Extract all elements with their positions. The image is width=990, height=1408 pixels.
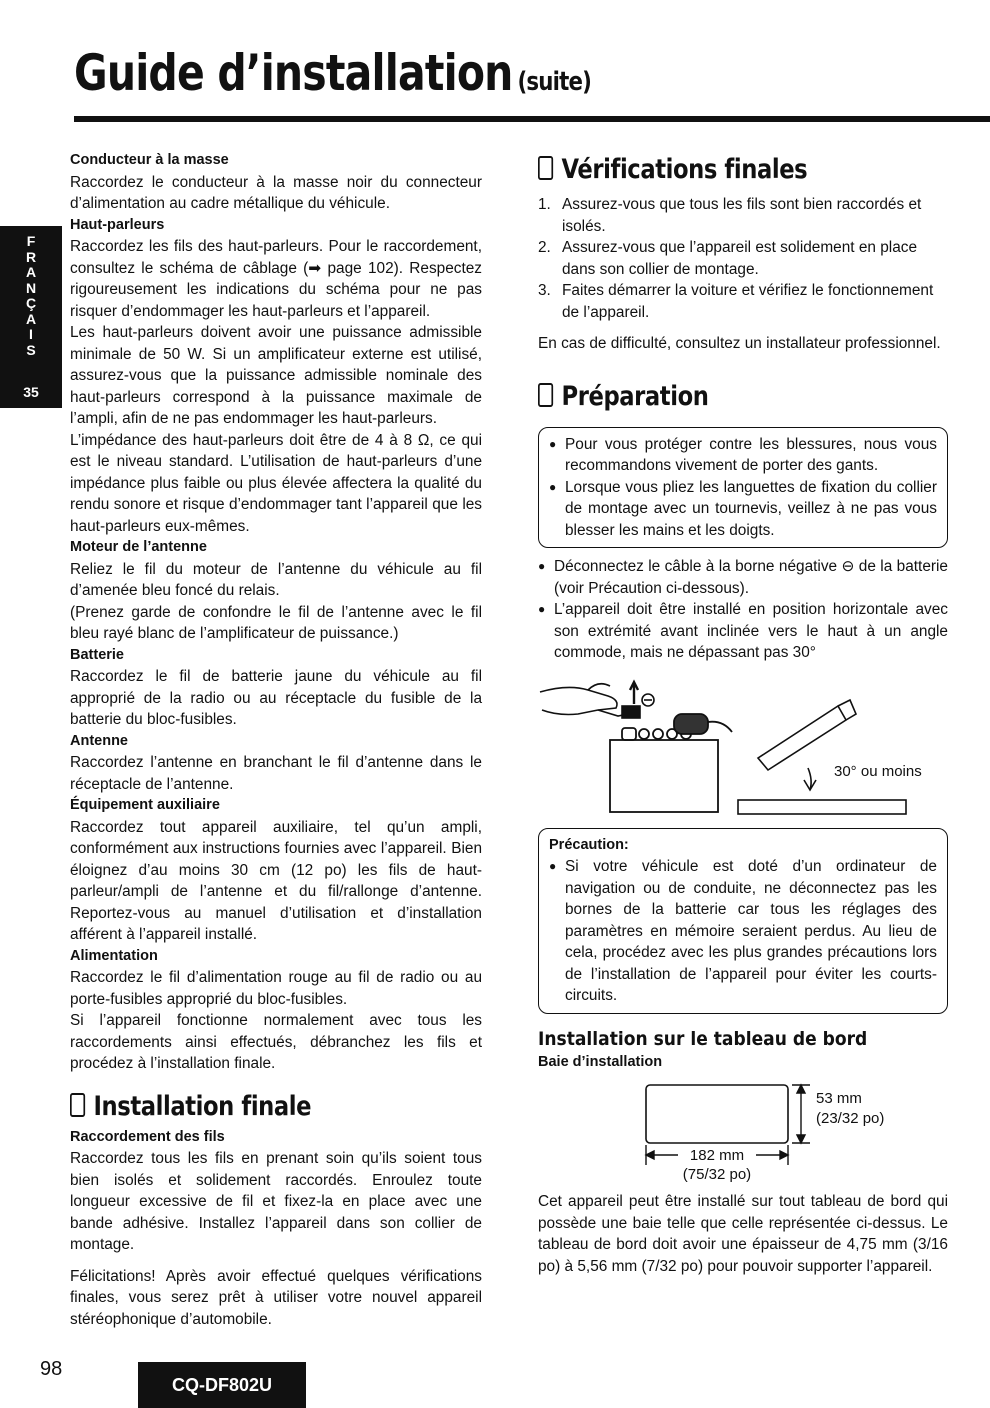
language-tab-letters	[20, 234, 42, 358]
section-heading-preparation	[538, 377, 882, 417]
list-item	[538, 237, 948, 280]
angle-diagram	[738, 700, 906, 814]
paragraph: Félicitations! Après avoir effectué quelques vérifications finales, vous serez prêt à utiliser votre nouvel appareil stéréophonique d’automobile.	[70, 1267, 482, 1328]
subheading-antenna-motor: Moteur de l’antenne	[70, 539, 207, 555]
page-number: 98	[40, 1358, 63, 1380]
paragraph: Cet appareil peut être installé sur tout tableau de bord qui possède une baie telle que celle représentée ci-dessus. Le tableau de bord doit avoir une épaisseur de 4,75 mm (3/16 po) à 5,56 mm (7/32 po) pour pouvoir supporter l’appareil.	[538, 1193, 948, 1275]
paragraph: Raccordez tout appareil auxiliaire, tel qu’un ampli, conformément aux instructions fournies avec l’appareil. Bien éloignez d’au moins 30 cm (12 po) les fils de haut-parleur/ampli de l’antenne et du fil/rallonge d’antenne. Reportez-vous au manuel d’utilisation et d’installation afférent à l’appareil installé.	[70, 818, 482, 943]
title-suffix: (suite)	[517, 67, 592, 97]
subheading-antenna: Antenne	[70, 732, 128, 749]
width-inch-label: (75/32 po)	[682, 1166, 752, 1183]
checkbox-square-icon	[538, 156, 553, 180]
item-number: 3.	[538, 282, 551, 299]
item-number: 2.	[538, 239, 551, 256]
paragraph: Raccordez le fil de batterie jaune du véhicule au fil approprié de la radio ou au réceptacle du fusible de la batterie du bloc-fusibles.	[70, 668, 482, 728]
width-mm-label: 182 mm	[689, 1147, 745, 1164]
list-item	[538, 599, 948, 664]
list-item	[538, 194, 948, 237]
tab-letter: I	[29, 326, 33, 342]
precaution-box	[538, 828, 948, 1014]
list-item	[538, 280, 948, 323]
paragraph: Raccordez l’antenne en branchant le fil d’antenne dans le réceptacle de l’antenne.	[70, 754, 482, 793]
paragraph: (Prenez garde de confondre le fil de l’antenne avec le fil bleu rayé blanc de l’amplificateur de puissance.)	[70, 603, 482, 642]
height-inch-label: (23/32 po)	[816, 1110, 885, 1127]
paragraph: Raccordez le fil d’alimentation rouge au fil de radio ou au porte-fusibles approprié du bloc-fusibles.	[70, 969, 482, 1008]
paragraph: Reliez le fil du moteur de l’antenne du véhicule au fil d’amenée bleu foncé du relais.	[70, 560, 482, 599]
height-mm-label: 53 mm	[816, 1090, 862, 1107]
list-item	[549, 477, 937, 542]
battery-icon	[610, 714, 732, 812]
bullet-icon: ●	[538, 559, 546, 573]
paragraph: Raccordez les fils des haut-parleurs. Pour le raccordement, consultez le schéma de câblage (➡ page 102). Respectez rigoureusement les indications du schéma pour ne pas risquer d’endommager les haut-parleurs et l’appareil.	[70, 238, 482, 320]
preparation-list	[538, 556, 948, 664]
item-text: Pour vous protéger contre les blessures, nous vous recommandons vivement de porter des gants.	[565, 435, 937, 474]
battery-angle-illustration	[538, 670, 958, 820]
bullet-icon: ●	[538, 602, 546, 616]
model-badge: CQ-DF802U	[138, 1362, 306, 1408]
tab-letter: R	[25, 248, 37, 265]
item-number: 1.	[538, 196, 551, 213]
list-item	[549, 434, 937, 477]
list-item	[549, 856, 937, 1007]
section-heading-dashboard: Installation sur le tableau de bord	[538, 1027, 868, 1050]
tab-letter: N	[25, 279, 37, 296]
bullet-icon: ●	[549, 859, 557, 873]
title-rule	[74, 116, 990, 122]
item-text: Lorsque vous pliez les languettes de fixation du collier de montage avec un tournevis, veillez à ne pas vous blesser les mains et les doigts.	[565, 478, 937, 539]
left-column	[70, 150, 482, 1330]
title-text: Guide d’installation	[74, 44, 513, 102]
item-text: L’appareil doit être installé en position horizontale avec son extrémité avant inclinée vers le haut à un angle commode, mais ne dépassant pas 30°	[554, 601, 948, 661]
paragraph: Raccordez tous les fils en prenant soin qu’ils soient tous bien isolés et solidement raccordés. Enroulez toute longueur excessive de fil et fixez-la en place avec une bande adhésive. Installez l’appareil dans son collier de montage.	[70, 1150, 482, 1253]
subheading-mounting-bay: Baie d’installation	[538, 1053, 663, 1070]
angle-label: 30° ou moins	[834, 762, 922, 780]
heading-text: Vérifications finales	[561, 154, 808, 185]
safety-notice-box	[538, 427, 948, 549]
precaution-title: Précaution:	[549, 836, 629, 853]
tab-letter: A	[25, 310, 37, 327]
subheading-speakers: Haut-parleurs	[70, 216, 165, 233]
paragraph: En cas de difficulté, consultez un installateur professionnel.	[538, 335, 941, 352]
bullet-icon: ●	[549, 479, 557, 494]
subheading-ground: Conducteur à la masse	[70, 152, 229, 168]
item-text: Assurez-vous que l’appareil est solidement en place dans son collier de montage.	[562, 239, 918, 278]
paragraph: L’impédance des haut-parleurs doit être de 4 à 8 Ω, ce qui est le niveau standard. L’utilisation de haut-parleurs d’une impédance plus faible ou plus élevée affectera la qualité du rendu sonore et risque d’endommager tant l’appareil que les haut-parleurs eux-mêmes.	[70, 431, 482, 535]
list-item	[538, 556, 948, 599]
page-title	[74, 44, 591, 102]
item-text: Déconnectez le câble à la borne négative ⊖ de la batterie (voir Précaution ci-dessous).	[554, 558, 948, 597]
item-text: Si votre véhicule est doté d’un ordinateur de navigation ou de conduite, ne déconnectez pas les bornes de la batterie car tous les réglages des paramètres en mémoire seraient perdus. Au lieu de cela, procédez avec les plus grandes précautions lors de l’installation de l’appareil pour éviter les courts-circuits.	[565, 858, 937, 1004]
paragraph: Raccordez le conducteur à la masse noir du connecteur d’alimentation au cadre métallique du véhicule.	[70, 173, 482, 212]
tab-letter: S	[26, 341, 36, 358]
negative-terminal-icon	[630, 682, 654, 706]
section-heading-final-install	[70, 1087, 416, 1127]
checkbox-square-icon	[538, 383, 553, 407]
subheading-wiring: Raccordement des fils	[70, 1128, 225, 1145]
heading-text: Installation finale	[93, 1090, 312, 1122]
heading-text: Préparation	[561, 380, 709, 412]
final-checks-list	[538, 194, 948, 323]
tab-letter: A	[25, 264, 37, 280]
tab-letter: F	[26, 233, 36, 249]
height-dimension	[792, 1085, 810, 1143]
subheading-battery: Batterie	[70, 646, 124, 663]
hand-disconnect-icon	[540, 683, 640, 717]
bullet-icon: ●	[549, 436, 557, 451]
mounting-opening-diagram	[538, 1079, 948, 1183]
subheading-auxiliary: Équipement auxiliaire	[70, 797, 220, 813]
item-text: Assurez-vous que tous les fils sont bien raccordés et isolés.	[562, 196, 922, 235]
section-number: 35	[23, 384, 39, 400]
paragraph: Si l’appareil fonctionne normalement avec tous les raccordements ainsi effectués, débranchez les fils et procédez à l’installation finale.	[70, 1012, 482, 1072]
paragraph: Les haut-parleurs doivent avoir une puissance admissible minimale de 50 W. Si un amplificateur externe est utilisé, assurez-vous que la puissance admissible nominale des haut-parleurs correspond à la puissance maximale de l’ampli, afin de ne pas endommager les haut-parleurs.	[70, 324, 482, 427]
opening-rectangle	[646, 1085, 788, 1143]
right-column	[538, 150, 948, 1277]
section-heading-final-checks	[538, 150, 882, 190]
item-text: Faites démarrer la voiture et vérifiez le fonctionnement de l’appareil.	[562, 282, 934, 321]
checkbox-square-icon	[70, 1093, 85, 1117]
tab-letter: Ç	[25, 295, 37, 311]
subheading-power: Alimentation	[70, 947, 158, 964]
